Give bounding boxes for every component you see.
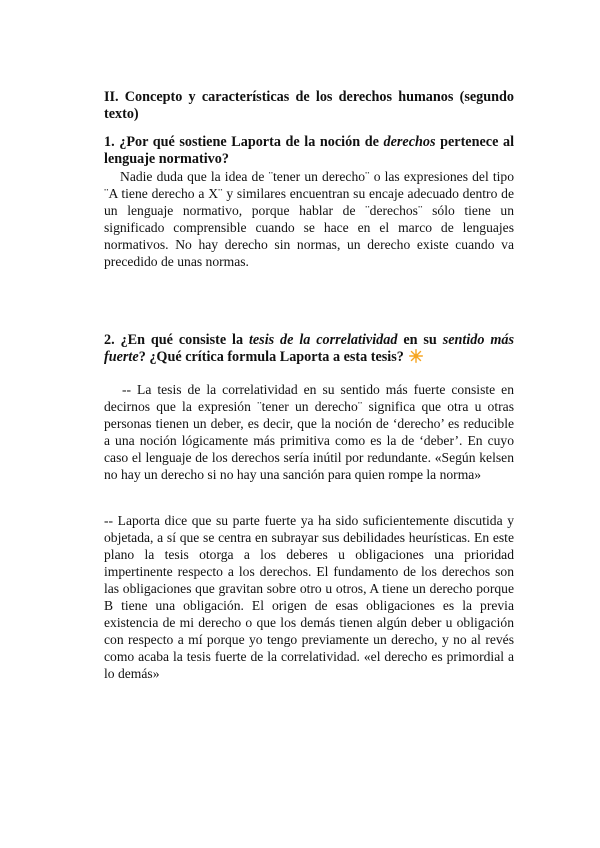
question-2 (104, 332, 514, 366)
question-2-text-2: en su (403, 332, 437, 348)
question-2-text-3: ? ¿Qué crítica formula Laporta a esta tesis? (138, 349, 404, 365)
answer-2-paragraph-1: -- La tesis de la correlatividad en su sentido más fuerte consiste en decirnos que la expresión ¨tener un derecho¨ significa que otra u otras personas tienen un deber, es decir, que la noción de ‘derecho’ es reducible a una noción lógicamente más primitiva como es la de ‘deber’. En cuyo caso el lenguaje de los derechos sería inútil por redundante. «Según kelsen no hay un derecho si no hay una sanción para quien rompe la norma» (104, 382, 514, 482)
question-1-emphasis: derechos (383, 134, 436, 150)
question-1-text-a: ¿Por qué sostiene Laporta de la noción de (119, 134, 379, 150)
sparkle-icon (409, 349, 423, 363)
answer-1 (104, 168, 514, 270)
answer-2-paragraph-2: -- Laporta dice que su parte fuerte ya ha sido suficientemente discutida y objetada, a sí que se centra en subrayar sus debilidades heurísticas. En este plano la tesis otorga a los deberes u obligaciones una prioridad impertinente respecto a los derechos. El fundamento de los derechos son las obligaciones que gravitan sobre otro u otros, A tiene un derecho porque B tiene una obligación. El origen de esas obligaciones es la previa existencia de mi derecho o que los demás tienen algún deber u obligación con respecto a mí porque yo tengo previamente un derecho, y no al revés como acaba la tesis fuerte de la correlatividad. «el derecho es primordial a lo demás» (104, 513, 514, 681)
question-1-text-b: pertenece al lenguaje normativo? (104, 134, 515, 167)
answer-2-part-1 (104, 381, 514, 483)
question-1-heading (104, 134, 514, 168)
question-2-emphasis-2: sentido más fuerte (104, 332, 515, 365)
question-2-text-1: ¿En qué consiste la (120, 332, 244, 348)
question-2-heading (104, 332, 514, 366)
question-1 (104, 134, 514, 168)
question-1-number: 1. (104, 134, 115, 150)
answer-2-part-2 (104, 512, 514, 682)
section-title: II. Concepto y características de los derechos humanos (segundo texto) (104, 89, 514, 122)
question-2-number: 2. (104, 332, 115, 348)
section-title-block (104, 89, 514, 123)
answer-1-paragraph: Nadie duda que la idea de ¨tener un derecho¨ o las expresiones del tipo ¨A tiene derecho a X¨ y similares encuentran su encaje adecuado dentro de un lenguaje normativo, porque hablar de ¨derechos¨ sólo tiene un significado comprensible cuando se hace en el marco de lenguajes normativos. No hay derecho sin normas, un derecho existe cuando va precedido de unas normas. (104, 169, 514, 269)
question-2-emphasis-1: tesis de la correlatividad (248, 332, 398, 348)
